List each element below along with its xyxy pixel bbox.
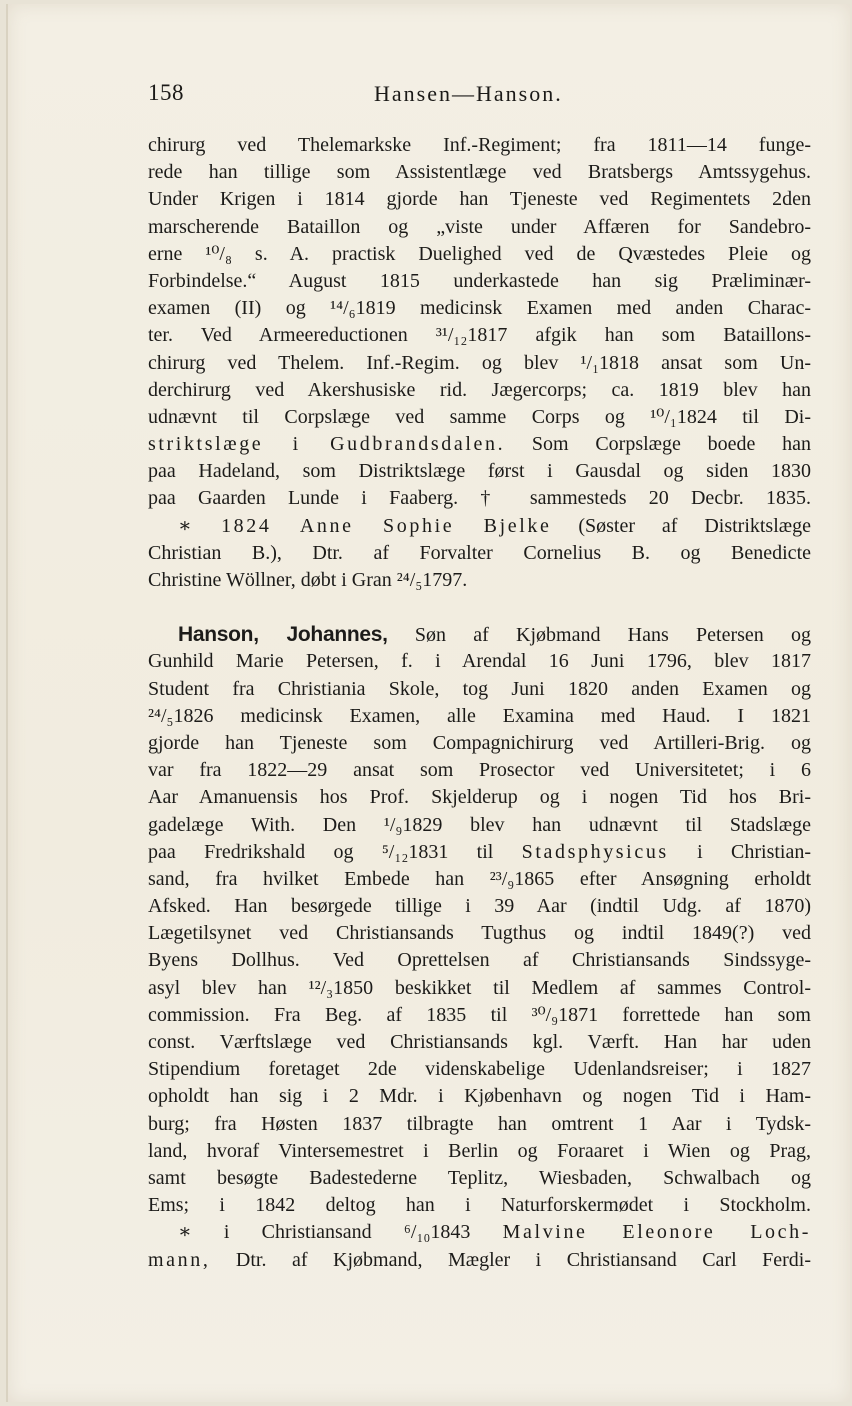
text-fragment: paa Fredrikshald og ⁵/₁₂1831 til <box>148 840 522 863</box>
text-fragment: Dtr. af Kjøbmand, Mægler i Christiansand Carl Ferdi- <box>210 1248 811 1271</box>
text-line: gadelæge With. Den ¹/₉1829 blev han udnævnt til Stadslæge <box>148 813 811 836</box>
text-line: const. Værftslæge ved Christiansands kgl. Værft. Han har uden <box>148 1031 811 1053</box>
text-line: opholdt han sig i 2 Mdr. i Kjøbenhavn og nogen Tid i Ham- <box>148 1085 811 1108</box>
text-line: Forbindelse.“ August 1815 underkastede han sig Præliminær- <box>148 269 811 292</box>
text-line: samt besøgte Badestederne Teplitz, Wiesbaden, Schwalbach og <box>148 1166 811 1189</box>
text-line: gjorde han Tjeneste som Compagnichirurg ved Artilleri-Brig. og <box>148 731 811 754</box>
text-line: commission. Fra Beg. af 1835 til ³⁰/₉1871 forrettede han som <box>148 1003 811 1026</box>
spouse-name: mann, <box>148 1248 211 1271</box>
text-fragment: (Søster af Distriktslæge <box>551 514 811 537</box>
text-line: chirurg ved Thelemarkske Inf.-Regiment; fra 1811—14 funge- <box>148 134 811 156</box>
text-line: derchirurg ved Akershusiske rid. Jægercorps; ca. 1819 blev han <box>148 378 811 401</box>
text-line: Byens Dollhus. Ved Oprettelsen af Christiansands Sindssyge- <box>148 949 811 972</box>
text-line <box>148 1247 811 1274</box>
text-line: Stipendium foretaget 2de videnskabelige Udenlandsreiser; i 1827 <box>148 1058 811 1081</box>
entry-name: Hanson, Johannes, <box>178 623 388 647</box>
spaced-text: striktslæge i Gudbrandsdalen. <box>148 433 506 456</box>
spaced-text: Stadsphysicus <box>521 840 669 863</box>
body-text <box>148 132 811 1274</box>
text-line: Student fra Christiania Skole, tog Juni 1820 anden Examen og <box>148 677 811 700</box>
text-fragment: i Christiansand ⁶/₁₀1843 <box>191 1221 503 1244</box>
entry-heading-line <box>148 621 811 648</box>
text-line: paa Hadeland, som Distriktslæge først i Gausdal og siden 1830 <box>148 460 811 483</box>
text-line: udnævnt til Corpslæge ved samme Corps og ¹⁰/₁1824 til Di- <box>148 405 811 428</box>
document-page <box>6 4 850 1402</box>
text-line: land, hvoraf Vintersemestret i Berlin og Foraaret i Wien og Prag, <box>148 1139 811 1162</box>
page-number: 158 <box>148 80 184 105</box>
text-line: Under Krigen i 1814 gjorde han Tjeneste ved Regimentets 2den <box>148 188 811 211</box>
text-line: Aar Amanuensis hos Prof. Skjelderup og i nogen Tid hos Bri- <box>148 786 811 809</box>
text-line: Christine Wöllner, døbt i Gran ²⁴/₅1797. <box>148 569 468 591</box>
page-header <box>148 80 818 110</box>
text-line: erne ¹⁰/₈ s. A. practisk Duelighed ved de Qvæstedes Pleie og <box>148 242 811 265</box>
text-line: examen (II) og ¹⁴/₆1819 medicinsk Examen med anden Charac- <box>148 297 811 320</box>
marriage-star-icon: ∗ <box>178 1221 192 1244</box>
entry-separator <box>148 594 811 621</box>
running-head: Hansen—Hanson. <box>374 81 563 106</box>
text-line: ²⁴/₅1826 medicinsk Examen, alle Examina med Haud. I 1821 <box>148 704 811 727</box>
spouse-name: Malvine Eleonore Loch- <box>502 1221 811 1244</box>
text-line: Ems; i 1842 deltog han i Naturforskermødet i Stockholm. <box>148 1194 811 1217</box>
text-fragment: Søn af Kjøbmand Hans Petersen og <box>387 624 811 647</box>
text-line: marscherende Bataillon og „viste under Affæren for Sandebro- <box>148 215 811 238</box>
text-line: asyl blev han ¹²/₃1850 beskikket til Medlem af sammes Control- <box>148 976 811 999</box>
text-line: var fra 1822—29 ansat som Prosector ved Universitetet; i 6 <box>148 759 811 782</box>
text-line: burg; fra Høsten 1837 tilbragte han omtrent 1 Aar i Tydsk- <box>148 1112 811 1135</box>
text-fragment: i Christian- <box>668 840 812 863</box>
text-line <box>148 431 811 458</box>
marriage-line <box>148 1219 811 1246</box>
text-line: Lægetilsynet ved Christiansands Tugthus og indtil 1849(?) ved <box>148 922 811 945</box>
marriage-line <box>148 513 811 540</box>
text-line: rede han tillige som Assistentlæge ved Bratsbergs Amtssygehus. <box>148 161 811 184</box>
text-line: Afsked. Han besørgede tillige i 39 Aar (indtil Udg. af 1870) <box>148 895 811 918</box>
text-line: Gunhild Marie Petersen, f. i Arendal 16 Juni 1796, blev 1817 <box>148 650 811 673</box>
text-line: chirurg ved Thelem. Inf.-Regim. og blev ¹/₁1818 ansat som Un- <box>148 351 811 374</box>
text-line: paa Gaarden Lunde i Faaberg. † sammesteds 20 Decbr. 1835. <box>148 487 811 510</box>
text-line: ter. Ved Armeereductionen ³¹/₁₂1817 afgik han som Bataillons- <box>148 324 811 347</box>
text-line: Christian B.), Dtr. af Forvalter Cornelius B. og Benedicte <box>148 541 811 564</box>
text-line: sand, fra hvilket Embede han ²³/₉1865 efter Ansøgning erholdt <box>148 867 811 890</box>
text-fragment: Som Corpslæge boede han <box>505 433 812 456</box>
spouse-name: 1824 Anne Sophie Bjelke <box>191 514 552 537</box>
text-line <box>148 839 811 866</box>
marriage-star-icon: ∗ <box>178 514 192 537</box>
